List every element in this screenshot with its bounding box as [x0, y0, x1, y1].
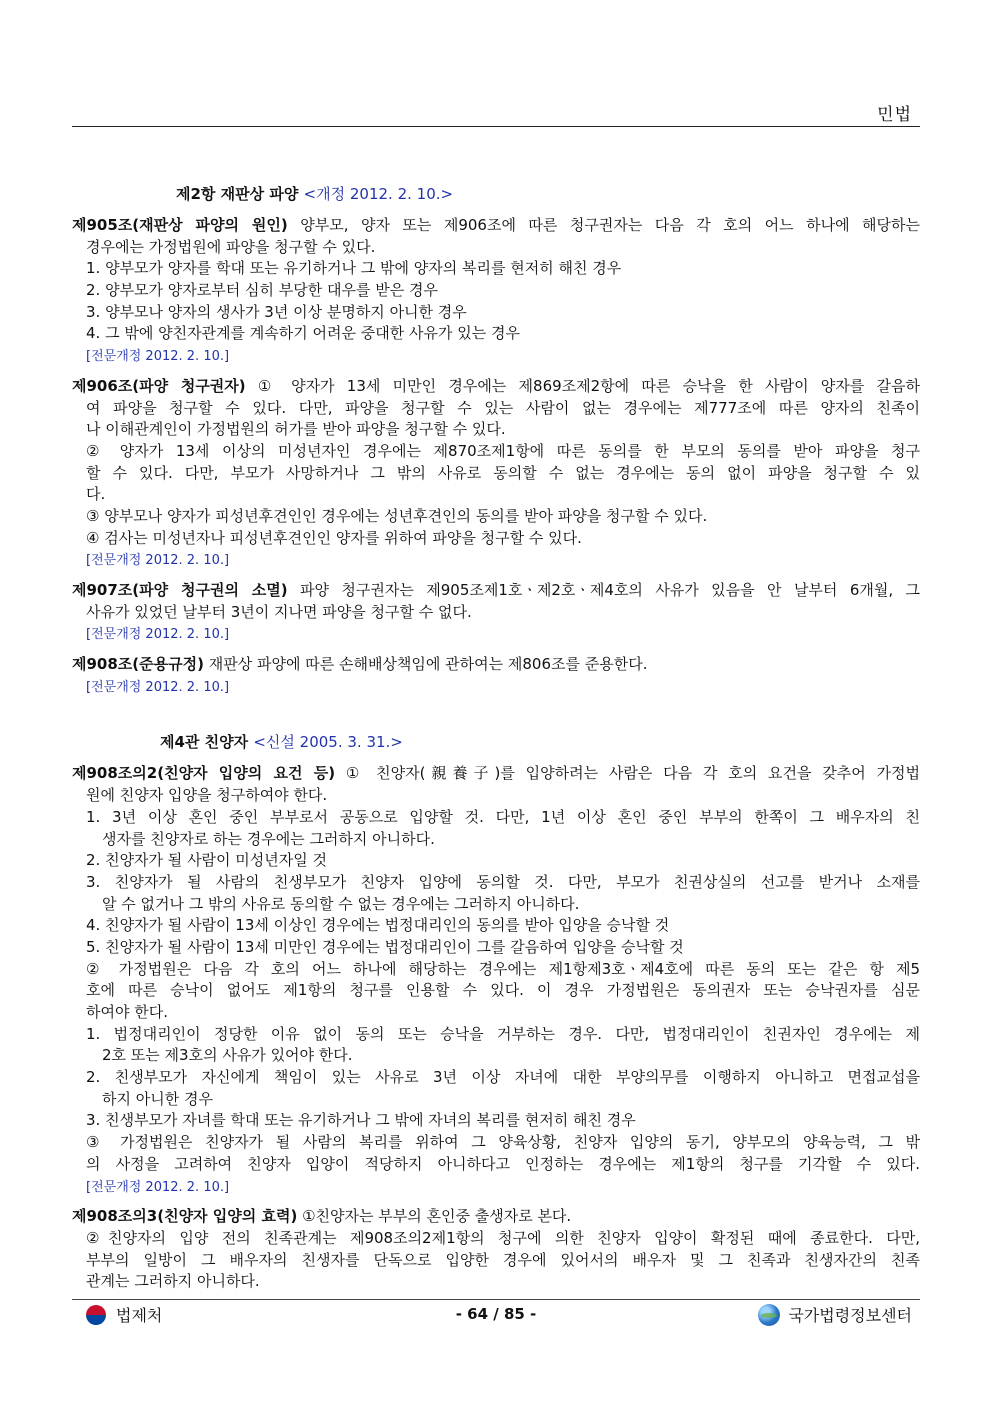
article-text: 4. 그 밖에 양친자관계를 계속하기 어려운 중대한 사유가 있는 경우	[86, 324, 520, 343]
article-line	[72, 302, 920, 324]
article-text: 알 수 없거나 그 밖의 사유로 동의할 수 없는 경우에는 그러하지 아니하다.	[102, 894, 580, 913]
document-body	[72, 182, 920, 1302]
article-text: ① 양자가 13세 미만인 경우에는 제869조제2항에 따른 승낙을 한 사람이 양자를 갈음하	[245, 376, 920, 395]
article-line	[72, 850, 920, 872]
article-text: 재판상 파양에 따른 손해배상책임에 관하여는 제806조를 준용한다.	[203, 655, 648, 674]
article-line	[72, 1206, 920, 1228]
article-line	[72, 1271, 920, 1293]
article-line	[72, 237, 920, 259]
page-number: - 64 / 85 -	[455, 1305, 537, 1323]
article-line	[72, 528, 920, 550]
article-text: 나 이해관계인이 가정법원의 허가를 받아 파양을 청구할 수 있다.	[86, 420, 506, 439]
heading-amendment: <개정 2012. 2. 10.>	[303, 185, 454, 203]
article-line	[72, 763, 920, 785]
section-heading	[72, 730, 920, 754]
article-line	[72, 807, 920, 829]
article-block	[72, 580, 920, 645]
article-line	[72, 549, 920, 571]
article-line	[72, 1154, 920, 1176]
article-line	[72, 602, 920, 624]
article-line	[72, 1110, 920, 1132]
article-line	[72, 1067, 920, 1089]
article-spacer	[72, 1197, 920, 1206]
article-text: 3. 친양자가 될 사람의 친생부모가 친양자 입양에 동의할 것. 다만, 부모가 친권상실의 선고를 받거나 소재를	[86, 872, 920, 891]
article-text: ② 양자가 13세 이상의 미성년자인 경우에는 제870조제1항에 따른 동의를 한 부모의 동의를 받아 파양을 청구	[86, 441, 920, 460]
article-text: 파양 청구권자는 제905조제1호ㆍ제2호ㆍ제4호의 사유가 있음을 안 날부터 6개월, 그	[287, 581, 920, 599]
article-title: 제908조의2(친양자 입양의 요건 등)	[72, 764, 336, 783]
article-line	[72, 959, 920, 981]
article-text: 양부모, 양자 또는 제906조에 따른 청구권자는 다음 각 호의 어느 하나에 해당하는	[287, 216, 920, 234]
article-line	[72, 398, 920, 420]
article-line	[72, 1228, 920, 1250]
article-text: ③ 양부모나 양자가 피성년후견인인 경우에는 성년후견인의 동의를 받아 파양을 청구할 수 있다.	[86, 506, 708, 525]
article-text: 4. 친양자가 될 사람이 13세 이상인 경우에는 법정대리인의 동의를 받아 입양을 승낙할 것	[86, 916, 670, 935]
article-text: 2. 양부모가 양자로부터 심히 부당한 대우를 받은 경우	[86, 281, 438, 300]
article-line	[72, 280, 920, 302]
article-text: 5. 친양자가 될 사람이 13세 미만인 경우에는 법정대리인이 그를 갈음하여 입양을 승낙할 것	[86, 937, 684, 956]
globe-logo-icon	[758, 1304, 780, 1326]
article-line	[72, 915, 920, 937]
article-text: 2. 친생부모가 자신에게 책임이 있는 사유로 3년 이상 자녀에 대한 부양의무를 이행하지 아니하고 면접교섭을	[86, 1068, 920, 1087]
article-text: ② 가정법원은 다음 각 호의 어느 하나에 해당하는 경우에는 제1항제3호ㆍ제4호에 따른 동의 또는 같은 항 제5	[86, 959, 920, 978]
article-line	[72, 1002, 920, 1024]
article-text: 부부의 일방이 그 배우자의 친생자를 단독으로 입양한 경우에 있어서의 배우자 및 그 친족과 친생자간의 친족	[86, 1250, 920, 1269]
article-block	[72, 376, 920, 571]
article-text: ④ 검사는 미성년자나 피성년후견인인 양자를 위하여 파양을 청구할 수 있다.	[86, 528, 582, 547]
article-line	[72, 1250, 920, 1272]
article-line	[72, 323, 920, 345]
article-line	[72, 463, 920, 485]
article-line	[72, 654, 920, 676]
article-title: 제905조(재판상 파양의 원인)	[72, 216, 288, 234]
article-text: 3. 친생부모가 자녀를 학대 또는 유기하거나 그 밖에 자녀의 복리를 현저히 해친 경우	[86, 1111, 636, 1130]
article-line	[72, 785, 920, 807]
article-text: 다.	[86, 485, 106, 504]
article-text: ①친양자는 부부의 혼인중 출생자로 본다.	[297, 1207, 572, 1226]
footer-center-label: 국가법령정보센터	[788, 1306, 912, 1325]
header-title: 민법	[877, 105, 912, 125]
article-title: 제906조(파양 청구권자)	[72, 376, 246, 395]
article-line	[72, 1045, 920, 1067]
article-line	[72, 1089, 920, 1111]
article-text: 호에 따른 승낙이 없어도 제1항의 청구를 인용할 수 있다. 이 경우 가정법원은 동의권자 또는 승낙권자를 심문	[86, 981, 920, 1000]
article-line	[72, 937, 920, 959]
article-line	[72, 506, 920, 528]
article-text: 여 파양을 청구할 수 있다. 다만, 파양을 청구할 수 있는 사람이 없는 경우에는 제777조에 따른 양자의 친족이	[86, 398, 920, 417]
article-block	[72, 215, 920, 367]
article-block	[72, 763, 920, 1197]
heading-amendment: <신설 2005. 3. 31.>	[253, 733, 403, 752]
article-text: ②친양자의 입양 전의 친족관계는 제908조의2제1항의 청구에 의한 친양자 입양이 확정된 때에 종료한다. 다만,	[86, 1228, 920, 1247]
article-line	[72, 580, 920, 602]
article-block	[72, 654, 920, 697]
amendment-note: [전문개정 2012. 2. 10.]	[86, 553, 230, 569]
article-title: 제908조(준용규정)	[72, 655, 204, 674]
article-line	[72, 872, 920, 894]
article-text: 2. 친양자가 될 사람이 미성년자일 것	[86, 851, 328, 870]
article-text: 사유가 있었던 날부터 3년이 지나면 파양을 청구할 수 없다.	[86, 602, 472, 621]
article-text: 관계는 그러하지 아니하다.	[86, 1272, 260, 1291]
article-block	[72, 1206, 920, 1293]
article-text: 3. 양부모나 양자의 생사가 3년 이상 분명하지 아니한 경우	[86, 302, 467, 321]
heading-text: 제4관 친양자	[160, 733, 254, 752]
footer-org-label: 법제처	[116, 1306, 163, 1325]
footer-right	[758, 1303, 912, 1326]
article-spacer	[72, 1293, 920, 1302]
article-line	[72, 980, 920, 1002]
article-spacer	[72, 645, 920, 654]
amendment-note: [전문개정 2012. 2. 10.]	[86, 627, 230, 643]
article-text: 2호 또는 제3호의 사유가 있어야 한다.	[102, 1046, 353, 1065]
article-spacer	[72, 697, 920, 706]
section-spacer	[72, 754, 920, 763]
amendment-note: [전문개정 2012. 2. 10.]	[86, 349, 230, 365]
article-line	[72, 376, 920, 398]
article-line	[72, 894, 920, 916]
article-title: 제907조(파양 청구권의 소멸)	[72, 581, 288, 599]
amendment-note: [전문개정 2012. 2. 10.]	[86, 679, 230, 695]
article-title: 제908조의3(친양자 입양의 효력)	[72, 1207, 298, 1226]
article-line	[72, 484, 920, 506]
article-line	[72, 441, 920, 463]
article-text: 1. 3년 이상 혼인 중인 부부로서 공동으로 입양할 것. 다만, 1년 이상 혼인 중인 부부의 한쪽이 그 배우자의 친	[86, 807, 920, 826]
article-line	[72, 829, 920, 851]
amendment-note: [전문개정 2012. 2. 10.]	[86, 1179, 230, 1195]
heading-text: 제2항 재판상 파양	[176, 185, 304, 203]
article-line	[72, 419, 920, 441]
article-text: 원에 친양자 입양을 청구하여야 한다.	[86, 786, 328, 805]
article-text: 생자를 친양자로 하는 경우에는 그러하지 아니하다.	[102, 829, 435, 848]
section-spacer	[72, 206, 920, 215]
article-line	[72, 676, 920, 698]
article-text: 경우에는 가정법원에 파양을 청구할 수 있다.	[86, 237, 376, 256]
header-divider	[72, 126, 920, 127]
article-line	[72, 215, 920, 237]
article-text: 하여야 한다.	[86, 1003, 168, 1021]
article-line	[72, 623, 920, 645]
article-text: 1. 양부모가 양자를 학대 또는 유기하거나 그 밖에 양자의 복리를 현저히 해친 경우	[86, 259, 622, 278]
article-line	[72, 345, 920, 367]
article-line	[72, 1176, 920, 1198]
article-spacer	[72, 571, 920, 580]
article-text: ③ 가정법원은 친양자가 될 사람의 복리를 위하여 그 양육상황, 친양자 입양의 동기, 양부모의 양육능력, 그 밖	[86, 1133, 920, 1152]
article-text: 1. 법정대리인이 정당한 이유 없이 동의 또는 승낙을 거부하는 경우. 다만, 법정대리인이 친권자인 경우에는 제	[86, 1024, 920, 1043]
article-text: 할 수 있다. 다만, 부모가 사망하거나 그 밖의 사유로 동의할 수 없는 경우에는 동의 없이 파양을 청구할 수 있	[86, 463, 920, 482]
section-heading	[72, 182, 920, 206]
article-text: 의 사정을 고려하여 친양자 입양이 적당하지 아니하다고 인정하는 경우에는 제1항의 청구를 기각할 수 있다.	[86, 1154, 920, 1173]
article-text: ① 친양자(親養子)를 입양하려는 사람은 다음 각 호의 요건을 갖추어 가정법	[335, 764, 920, 783]
article-line	[72, 1132, 920, 1154]
article-text: 하지 아니한 경우	[102, 1089, 213, 1108]
section-spacer	[72, 706, 920, 730]
article-line	[72, 1024, 920, 1046]
article-spacer	[72, 367, 920, 376]
article-line	[72, 258, 920, 280]
footer-divider	[72, 1299, 920, 1300]
